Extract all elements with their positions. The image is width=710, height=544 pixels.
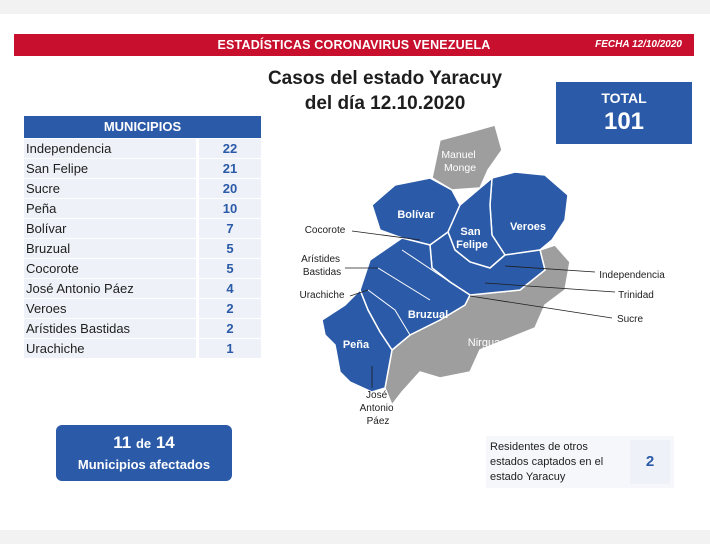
residents-text: Residentes de otros estados captados en el estado Yaracuy xyxy=(490,441,604,483)
municipio-value: 5 xyxy=(199,239,261,258)
map-label-trinidad: Trinidad xyxy=(618,290,654,301)
map-label-jap-2: Antonio xyxy=(359,403,394,414)
page-title xyxy=(230,66,540,116)
municipio-value: 7 xyxy=(199,219,261,238)
map-label-jap-1: José xyxy=(366,390,388,401)
affected-label: Municipios afectados xyxy=(77,457,211,472)
municipio-value: 21 xyxy=(199,159,261,178)
map-label-bolivar: Bolívar xyxy=(397,209,435,221)
map-label-san-felipe-2: Felipe xyxy=(456,239,488,251)
map-label-san-felipe-1: San xyxy=(460,226,481,238)
map-label-manuel-monge-2: Monge xyxy=(443,162,477,174)
map-label-sucre: Sucre xyxy=(616,314,644,325)
municipio-name: Peña xyxy=(24,199,196,218)
municipio-value: 2 xyxy=(199,319,261,338)
map-label-aristides-2: Bastidas xyxy=(302,267,342,278)
municipio-name: Cocorote xyxy=(24,259,196,278)
table-row xyxy=(24,199,261,218)
affected-count-line xyxy=(56,433,232,453)
title-line-1: Casos del estado Yaracuy xyxy=(267,68,503,89)
table-row xyxy=(24,179,261,198)
municipio-name: Urachiche xyxy=(24,339,196,358)
municipio-name: Arístides Bastidas xyxy=(24,319,196,338)
municipio-value: 20 xyxy=(199,179,261,198)
map-label-manuel-monge xyxy=(441,149,478,174)
map-label-pena: Peña xyxy=(342,339,370,351)
table-row xyxy=(24,319,261,338)
map-label-veroes: Veroes xyxy=(509,221,547,233)
map-label-bruzual: Bruzual xyxy=(407,309,449,321)
total-label: TOTAL xyxy=(601,90,647,106)
map-label-aristides-1: Arístides xyxy=(301,254,341,265)
map-label-aristides xyxy=(301,254,343,278)
municipio-value: 2 xyxy=(199,299,261,318)
map-label-nirgua: Nirgua xyxy=(467,337,501,349)
municipio-value: 22 xyxy=(199,139,261,158)
affected-count: 11 xyxy=(113,433,132,452)
table-row xyxy=(24,279,261,298)
banner-title: ESTADÍSTICAS CORONAVIRUS VENEZUELA xyxy=(217,38,491,52)
top-strip xyxy=(0,0,710,14)
region-veroes xyxy=(490,172,568,255)
map-label-jap-3: Páez xyxy=(366,416,390,427)
yaracuy-map xyxy=(280,110,680,440)
table-row xyxy=(24,219,261,238)
table-row xyxy=(24,139,261,158)
header-banner xyxy=(14,34,694,56)
map-label-urachiche: Urachiche xyxy=(299,290,345,301)
affected-municipalities-box xyxy=(56,425,232,481)
affected-de: de xyxy=(135,436,152,451)
municipio-name: Independencia xyxy=(24,139,196,158)
title-line-2: del día 12.10.2020 xyxy=(304,93,466,114)
affected-total: 14 xyxy=(155,433,175,452)
table-row xyxy=(24,159,261,178)
municipio-value: 1 xyxy=(199,339,261,358)
municipio-value: 10 xyxy=(199,199,261,218)
residents-value: 2 xyxy=(630,440,670,484)
municipios-header: MUNICIPIOS xyxy=(24,116,261,138)
municipio-name: José Antonio Páez xyxy=(24,279,196,298)
municipio-value: 4 xyxy=(199,279,261,298)
municipio-name: Veroes xyxy=(24,299,196,318)
table-row xyxy=(24,259,261,278)
bottom-strip xyxy=(0,530,710,544)
table-row xyxy=(24,299,261,318)
map-label-independencia: Independencia xyxy=(599,270,665,281)
total-value: 101 xyxy=(603,108,645,135)
map-label-cocorote: Cocorote xyxy=(304,225,346,236)
table-row xyxy=(24,339,261,358)
municipios-table xyxy=(24,116,261,358)
municipio-value: 5 xyxy=(199,259,261,278)
municipio-name: Bolívar xyxy=(24,219,196,238)
banner-date: FECHA 12/10/2020 xyxy=(595,39,682,50)
municipio-name: San Felipe xyxy=(24,159,196,178)
municipio-name: Bruzual xyxy=(24,239,196,258)
map-label-san-felipe xyxy=(456,226,488,251)
map-label-manuel-monge-1: Manuel xyxy=(441,149,476,161)
municipio-name: Sucre xyxy=(24,179,196,198)
table-row xyxy=(24,239,261,258)
